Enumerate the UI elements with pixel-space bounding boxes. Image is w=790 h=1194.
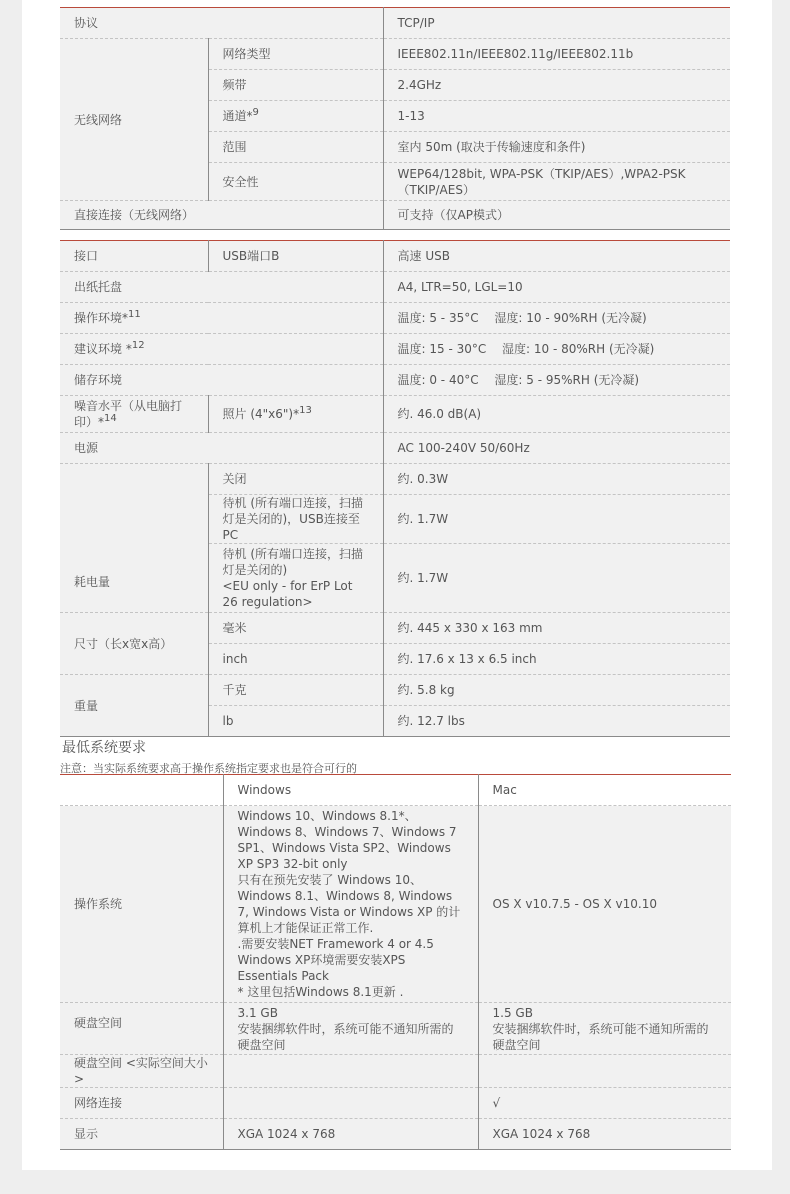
disk-mac-note: 安装捆绑软件时，系统可能不通知所需的硬盘空间 xyxy=(492,1021,709,1052)
spec-value: 约. 1.7W xyxy=(383,495,730,544)
spec-value: 约. 445 x 330 x 163 mm xyxy=(383,613,730,644)
spec-value: TCP/IP xyxy=(383,8,730,39)
footnote-ref: 12 xyxy=(131,340,145,351)
sys-disk-windows xyxy=(223,1003,478,1055)
spec-label: 操作系统 xyxy=(60,806,223,1003)
sys-network-mac: √ xyxy=(478,1088,731,1119)
spec-value: 约. 5.8 kg xyxy=(383,675,730,706)
spec-row-net-type xyxy=(60,39,730,70)
sys-header-row xyxy=(60,775,731,806)
spec-sublabel: USB端口B xyxy=(208,241,383,272)
spec-value: 约. 0.3W xyxy=(383,464,730,495)
standby-eu-label: 待机 (所有端口连接，扫描灯是关闭的) xyxy=(222,547,363,577)
spec-row-weight-kg xyxy=(60,675,730,706)
spec-sublabel: lb xyxy=(208,706,383,737)
footnote-ref: 14 xyxy=(104,413,117,424)
spec-value: 2.4GHz xyxy=(383,70,730,101)
spec-group-label: 无线网络 xyxy=(60,39,208,201)
noise-label: 噪音水平（从电脑打印）* xyxy=(74,399,183,429)
spec-sublabel: 待机 (所有端口连接，扫描灯是关闭的)，USB连接至PC xyxy=(208,495,383,544)
spec-sublabel: inch xyxy=(208,644,383,675)
spec-sublabel: 频带 xyxy=(208,70,383,101)
spec-sublabel: 网络类型 xyxy=(208,39,383,70)
os-win-versions: Windows 10、Windows 8.1*、Windows 8、Windows 7、Windows 7 SP1、Windows Vista SP2、Windows XP SP3 32-bit only xyxy=(237,809,457,871)
spec-value: 约. 17.6 x 13 x 6.5 inch xyxy=(383,644,730,675)
os-win-xps: Windows XP环境需要安装XPS Essentials Pack xyxy=(237,953,406,983)
spec-sublabel: 范围 xyxy=(208,132,383,163)
spec-value: AC 100-240V 50/60Hz xyxy=(383,433,730,464)
spec-label: 直接连接（无线网络） xyxy=(60,201,383,230)
spec-row-direct xyxy=(60,201,730,230)
spec-row-noise xyxy=(60,396,730,433)
os-win-preinstalled: 只有在预先安装了 Windows 10、Windows 8.1、Windows 8, Windows 7, Windows Vista or Windows XP 的计算机上才能保证正常工作. xyxy=(237,873,461,935)
spec-value: 温度: 15 - 30°C 湿度: 10 - 80%RH (无冷凝) xyxy=(383,334,730,365)
spec-value: 室内 50m (取决于传输速度和条件) xyxy=(383,132,730,163)
section-title: 最低系统要求 xyxy=(62,740,146,756)
spec-value: 可支持（仅AP模式） xyxy=(383,201,730,230)
footnote-ref: 13 xyxy=(299,405,312,416)
sys-disk-actual-mac xyxy=(478,1055,731,1088)
recommended-label: 建议环境 * xyxy=(74,342,132,356)
spec-label: 网络连接 xyxy=(60,1088,223,1119)
spec-value: WEP64/128bit, WPA-PSK（TKIP/AES）,WPA2-PSK（TKIP/AES） xyxy=(383,163,730,201)
sys-display-windows: XGA 1024 x 768 xyxy=(223,1119,478,1150)
spec-row-power xyxy=(60,433,730,464)
spec-row-interface xyxy=(60,241,730,272)
spec-value: 约. 1.7W xyxy=(383,544,730,613)
system-requirements-table xyxy=(60,774,731,1150)
spec-value: 约. 46.0 dB(A) xyxy=(383,396,730,433)
spec-sublabel xyxy=(208,101,383,132)
consumption-label: 耗电量 xyxy=(74,575,111,589)
sys-col-windows: Windows xyxy=(223,775,478,806)
footnote-ref: 9 xyxy=(252,107,259,118)
spec-value: IEEE802.11n/IEEE802.11g/IEEE802.11b xyxy=(383,39,730,70)
os-win-update: * 这里包括Windows 8.1更新 . xyxy=(237,985,404,999)
sys-os-mac: OS X v10.7.5 - OS X v10.10 xyxy=(478,806,731,1003)
sys-disk-mac xyxy=(478,1003,731,1055)
section-note: 注意：当实际系统要求高于操作系统指定要求也是符合可行的 xyxy=(60,762,357,775)
spec-value: 约. 12.7 lbs xyxy=(383,706,730,737)
sys-row-disk xyxy=(60,1003,731,1055)
sys-network-windows xyxy=(223,1088,478,1119)
os-win-dotnet: .需要安装NET Framework 4 or 4.5 xyxy=(237,937,434,951)
spec-sublabel: 关闭 xyxy=(208,464,383,495)
hardware-spec-table xyxy=(60,240,730,737)
spec-label: 协议 xyxy=(60,8,383,39)
spec-value: A4, LTR=50, LGL=10 xyxy=(383,272,730,303)
spec-group-label: 重量 xyxy=(60,675,208,737)
sys-row-os xyxy=(60,806,731,1003)
spec-sublabel: 毫米 xyxy=(208,613,383,644)
footnote-ref: 11 xyxy=(128,309,141,320)
sys-os-windows xyxy=(223,806,478,1003)
disk-win-size: 3.1 GB xyxy=(237,1005,278,1020)
spec-label: 储存环境 xyxy=(60,365,383,396)
standby-eu-note: <EU only - for ErP Lot 26 regulation> xyxy=(222,579,353,609)
network-spec-table xyxy=(60,7,730,230)
disk-mac-size: 1.5 GB xyxy=(492,1005,533,1020)
spec-value: 温度: 0 - 40°C 湿度: 5 - 95%RH (无冷凝) xyxy=(383,365,730,396)
sys-disk-actual-windows xyxy=(223,1055,478,1088)
sys-display-mac: XGA 1024 x 768 xyxy=(478,1119,731,1150)
operating-label: 操作环境* xyxy=(74,311,129,325)
spec-row-power-off xyxy=(60,464,730,495)
spec-row-operating xyxy=(60,303,730,334)
spec-label xyxy=(60,396,208,433)
spec-value: 温度: 5 - 35°C 湿度: 10 - 90%RH (无冷凝) xyxy=(383,303,730,334)
spec-label xyxy=(60,303,383,334)
sys-row-network xyxy=(60,1088,731,1119)
spec-sublabel xyxy=(208,544,383,613)
spec-label: 电源 xyxy=(60,433,383,464)
spec-value: 1-13 xyxy=(383,101,730,132)
spec-row-recommended xyxy=(60,334,730,365)
spec-group-label: 尺寸（长x宽x高） xyxy=(60,613,208,675)
spec-label: 硬盘空间 <实际空间大小> xyxy=(60,1055,223,1088)
spec-row-size-mm xyxy=(60,613,730,644)
spec-value: 高速 USB xyxy=(383,241,730,272)
spec-label: 接口 xyxy=(60,241,208,272)
spec-sublabel xyxy=(208,396,383,433)
spec-label: 显示 xyxy=(60,1119,223,1150)
spec-sublabel: 安全性 xyxy=(208,163,383,201)
spec-row-protocol xyxy=(60,8,730,39)
spec-label: 出纸托盘 xyxy=(60,272,383,303)
sys-row-disk-actual xyxy=(60,1055,731,1088)
spec-label: 硬盘空间 xyxy=(60,1003,223,1055)
channel-label: 通道* xyxy=(222,109,253,123)
spec-group-label xyxy=(60,464,208,613)
noise-sublabel: 照片 (4"x6")* xyxy=(222,407,300,421)
spec-sublabel: 千克 xyxy=(208,675,383,706)
disk-win-note: 安装捆绑软件时，系统可能不通知所需的硬盘空间 xyxy=(237,1021,454,1052)
spec-row-storage xyxy=(60,365,730,396)
sys-header-blank xyxy=(60,775,223,806)
spec-label xyxy=(60,334,383,365)
sys-col-mac: Mac xyxy=(478,775,731,806)
spec-row-tray xyxy=(60,272,730,303)
sys-row-display xyxy=(60,1119,731,1150)
